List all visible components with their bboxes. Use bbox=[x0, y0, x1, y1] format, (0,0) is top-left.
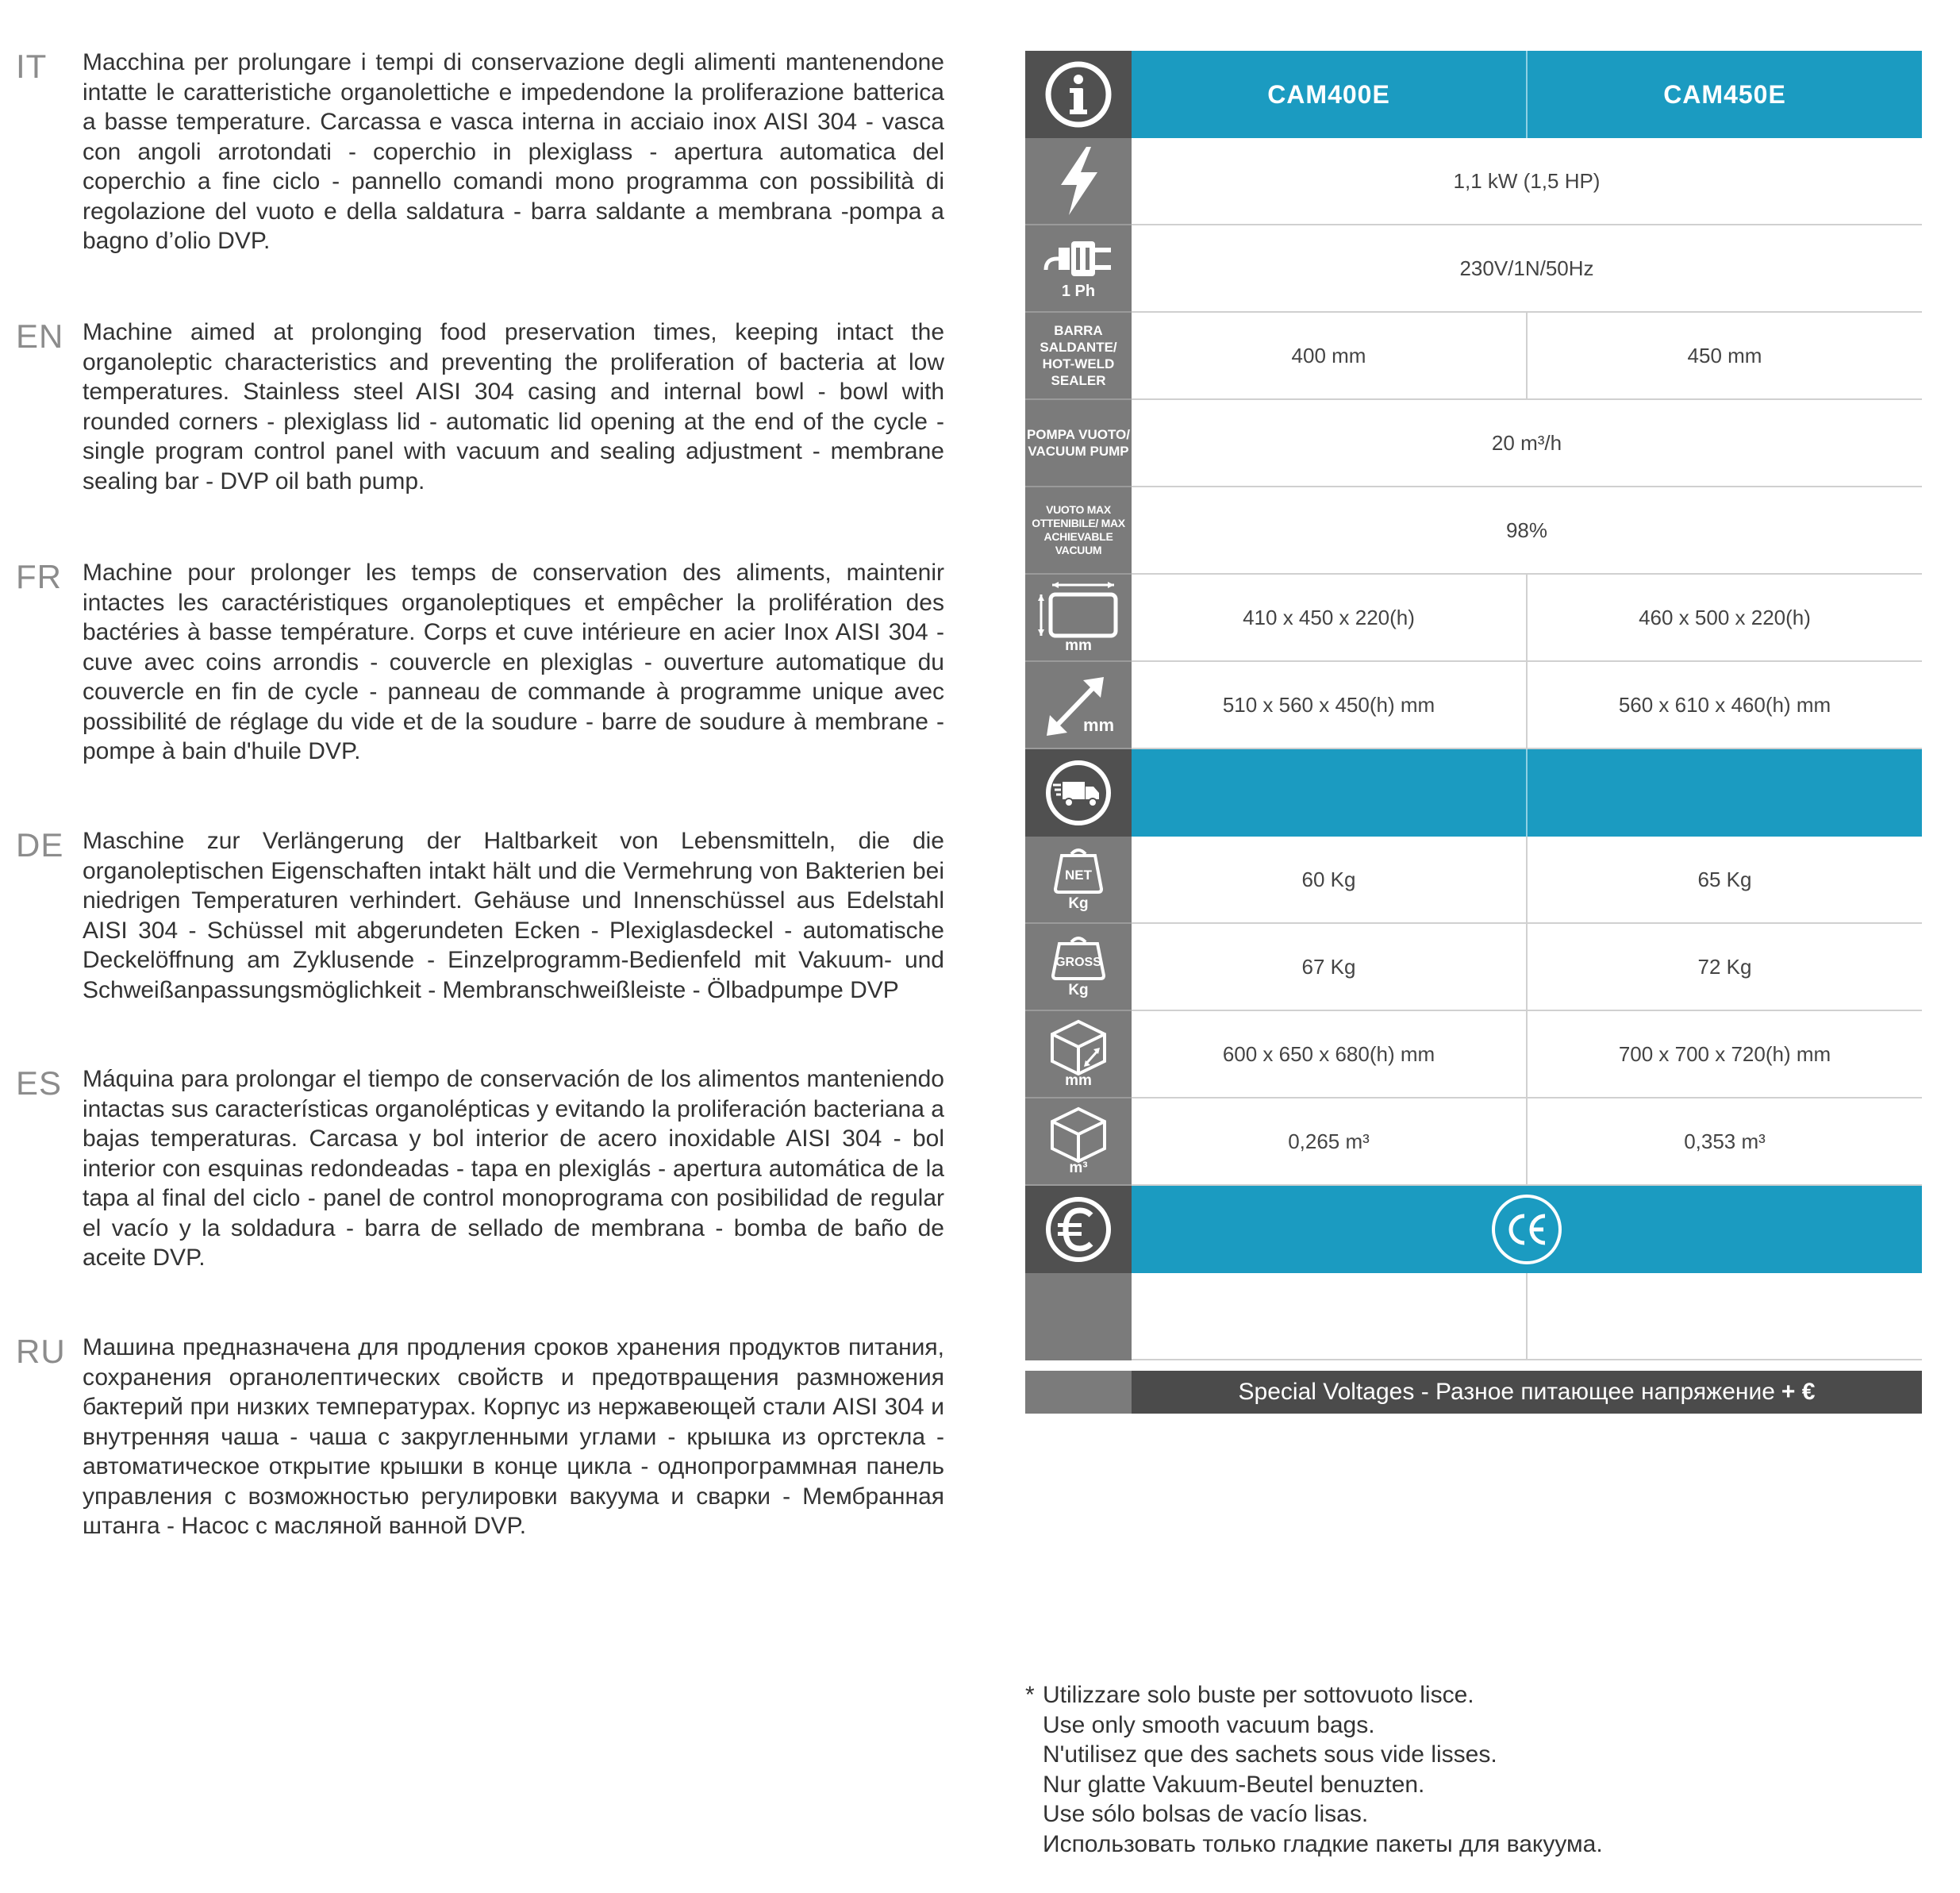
spec-row-pump bbox=[1025, 400, 1922, 487]
vacuum-value: 98% bbox=[1505, 517, 1548, 542]
lang-code-de: DE bbox=[16, 826, 64, 864]
lightning-icon bbox=[1025, 138, 1132, 225]
spec-row-dimensions bbox=[1025, 662, 1922, 749]
description-text-ru: Машина предназначена для продления сроков хранения продуктов питания, сохранения органолептических свойств и предотвращения размножения бактерий при низких температурах. Корпус из нержавеющей стали AISI 304 и внутренняя чаша - чаша с закругленными углами - крышка из оргстекла - автоматическое открытие крышки в конце цикла - однопрограммная панель управления с возможностью регулировки вакуума и сварки - Мембранная штанга - Насос с масляной ванной DVP. bbox=[83, 1334, 944, 1539]
gross-weight-icon bbox=[1025, 924, 1132, 1011]
description-text-fr: Machine pour prolonger les temps de conservation des aliments, maintenir intactes les caractéristiques organoleptiques et empêcher la prolifération des bactéries à basse température. Corps et cuve intérieure en acier Inox AISI 304 - cuve avec coins arrondis - couvercle en plexiglas - ouverture automatique du couvercle en fin de cycle - panneau de commande à programme unique avec possibilité de réglage du vide et de la soudure - barre de soudure à membrane - pompe à bain d'huile DVP. bbox=[83, 560, 944, 764]
voltage-value: 230V/1N/50Hz bbox=[1459, 256, 1594, 280]
dimensions-arrow-icon bbox=[1025, 662, 1132, 749]
spec-row-vacuum bbox=[1025, 487, 1922, 575]
power-value: 1,1 kW (1,5 HP) bbox=[1453, 168, 1601, 193]
note-line-fr: N'utilisez que des sachets sous vide lisses. bbox=[1043, 1741, 1497, 1768]
spec-row-voltage bbox=[1025, 225, 1922, 313]
net-weight-icon bbox=[1025, 837, 1132, 924]
chamber-value-2: 460 x 500 x 220(h) bbox=[1526, 575, 1922, 660]
volume-box-icon bbox=[1025, 1098, 1132, 1186]
euro-icon bbox=[1025, 1186, 1132, 1273]
price-value-1 bbox=[1132, 1273, 1526, 1359]
chamber-value-1: 410 x 450 x 220(h) bbox=[1243, 605, 1415, 629]
pump-label: POMPA VUOTO/ VACUUM PUMP bbox=[1026, 427, 1131, 459]
spec-row-gross-weight bbox=[1025, 924, 1922, 1011]
volume-unit: m³ bbox=[1069, 1160, 1088, 1176]
delivery-truck-icon bbox=[1025, 749, 1132, 837]
note-line-de: Nur glatte Vakuum-Beutel benuzten. bbox=[1043, 1771, 1425, 1798]
spec-shipping-header bbox=[1025, 749, 1922, 837]
net-weight-value-2: 65 Kg bbox=[1526, 837, 1922, 922]
pump-value: 20 m³/h bbox=[1491, 430, 1562, 455]
note-line-ru: Использовать только гладкие пакеты для вакуума. bbox=[1043, 1830, 1603, 1857]
package-value-1: 600 x 650 x 680(h) mm bbox=[1222, 1041, 1435, 1066]
spec-row-price bbox=[1025, 1273, 1922, 1360]
description-text-it: Macchina per prolungare i tempi di conservazione degli alimenti mantenendone intatte le caratteristiche organolettiche e impedendone la proliferazione batterica a basse temperature. Carcassa e vasca interna in acciaio inox AISI 304 - vasca con angoli arrotondati - coperchio in plexiglass - apertura automatica del coperchio a fine ciclo - pannello comandi mono programma con possibilità di regolazione del vuoto e della saldatura - barra saldante a membrana -pompa a bagno d’olio DVP. bbox=[83, 49, 944, 254]
gross-label: GROSS bbox=[1055, 956, 1101, 969]
lang-code-en: EN bbox=[16, 317, 64, 355]
spec-row-volume bbox=[1025, 1098, 1922, 1186]
net-weight-value-1: 60 Kg bbox=[1301, 867, 1356, 891]
note-line-en: Use only smooth vacuum bags. bbox=[1043, 1711, 1375, 1738]
special-voltages-bar bbox=[1025, 1371, 1922, 1414]
model-name-2: CAM450E bbox=[1526, 51, 1922, 138]
info-icon bbox=[1025, 51, 1132, 138]
lang-code-es: ES bbox=[16, 1064, 63, 1102]
spec-price-header bbox=[1025, 1186, 1922, 1273]
spec-row-sealer bbox=[1025, 313, 1922, 400]
package-value-2: 700 x 700 x 720(h) mm bbox=[1526, 1011, 1922, 1097]
note-asterisk: * bbox=[1025, 1682, 1035, 1708]
package-box-icon bbox=[1025, 1011, 1132, 1098]
net-label: NET bbox=[1065, 868, 1092, 883]
description-text-de: Maschine zur Verlängerung der Haltbarkeit von Lebensmitteln, die die organoleptischen Eigenschaften intakt hält und die Vermehrung von Bakterien bei niedrigen Temperaturen verhindert. Gehäuse und Innenschüssel aus Edelstahl AISI 304 - Schüssel mit abgerundeten Ecken - Plexiglasdeckel - automatische Deckelöffnung am Zyklusende - Einzelprogramm-Bedienfeld mit Vakuum- und Schweißanpassungsmöglichkeit - Membranschweißleiste - Ölbadpumpe DVP bbox=[83, 828, 944, 1003]
dimensions-unit: mm bbox=[1083, 715, 1115, 735]
chamber-unit: mm bbox=[1065, 637, 1092, 654]
spec-header-row bbox=[1025, 51, 1922, 138]
description-text-en: Machine aimed at prolonging food preservation times, keeping intact the organoleptic characteristics and preventing the proliferation of bacteria at low temperatures. Stainless steel AISI 304 casing and internal bowl - bowl with rounded corners - plexiglass lid - automatic lid opening at the end of the cycle - single program control panel with vacuum and sealing adjustment - membrane sealing bar - DVP oil bath pump. bbox=[83, 319, 944, 494]
description-text-es: Máquina para prolongar el tiempo de conservación de los alimentos manteniendo intactas sus características organolépticas y evitando la proliferación bacteriana a bajas temperaturas. Carcasa y bol interior de acero inoxidable AISI 304 - bol interior con esquinas redondeadas - tapa en plexiglás - apertura automática de la tapa al final del ciclo - panel de control monoprograma con posibilidad de regular el vacío y la soldadura - barra de sellado de membrana - bomba de baño de aceite DVP. bbox=[83, 1066, 944, 1271]
dimensions-value-1: 510 x 560 x 450(h) mm bbox=[1222, 692, 1435, 717]
sealer-value-1: 400 mm bbox=[1291, 343, 1366, 367]
note-line-es: Use sólo bolsas de vacío lisas. bbox=[1043, 1801, 1369, 1827]
lang-code-ru: RU bbox=[16, 1333, 66, 1370]
gross-unit: Kg bbox=[1068, 982, 1089, 998]
dimensions-value-2: 560 x 610 x 460(h) mm bbox=[1526, 662, 1922, 748]
model-name-1: CAM400E bbox=[1267, 79, 1390, 109]
special-voltages-price: + € bbox=[1781, 1379, 1816, 1405]
spec-row-net-weight bbox=[1025, 837, 1922, 924]
lang-code-fr: FR bbox=[16, 558, 62, 595]
net-unit: Kg bbox=[1068, 895, 1089, 912]
plug-icon bbox=[1025, 225, 1132, 313]
volume-value-1: 0,265 m³ bbox=[1288, 1129, 1370, 1153]
vacuum-bag-note bbox=[1025, 1680, 1603, 1859]
spec-row-package bbox=[1025, 1011, 1922, 1098]
sealer-label: BARRA SALDANTE/ HOT-WELD SEALER bbox=[1040, 323, 1117, 388]
sealer-value-2: 450 mm bbox=[1526, 313, 1922, 398]
spec-row-chamber bbox=[1025, 575, 1922, 662]
special-voltages-text: Special Voltages - Разное питающее напряжение bbox=[1238, 1379, 1775, 1405]
phase-label: 1 Ph bbox=[1061, 282, 1096, 300]
lang-code-it: IT bbox=[16, 48, 48, 85]
ce-mark-icon bbox=[1132, 1192, 1922, 1267]
gross-weight-value-1: 67 Kg bbox=[1301, 954, 1356, 979]
price-value-2 bbox=[1526, 1273, 1922, 1359]
chamber-size-icon bbox=[1025, 575, 1132, 662]
volume-value-2: 0,353 m³ bbox=[1526, 1098, 1922, 1184]
vacuum-label: VUOTO MAX OTTENIBILE/ MAX ACHIEVABLE VACUUM bbox=[1032, 503, 1125, 556]
note-line-it: Utilizzare solo buste per sottovuoto lisce. bbox=[1043, 1682, 1474, 1708]
gross-weight-value-2: 72 Kg bbox=[1526, 924, 1922, 1010]
package-unit: mm bbox=[1065, 1072, 1092, 1089]
spec-row-power bbox=[1025, 138, 1922, 225]
